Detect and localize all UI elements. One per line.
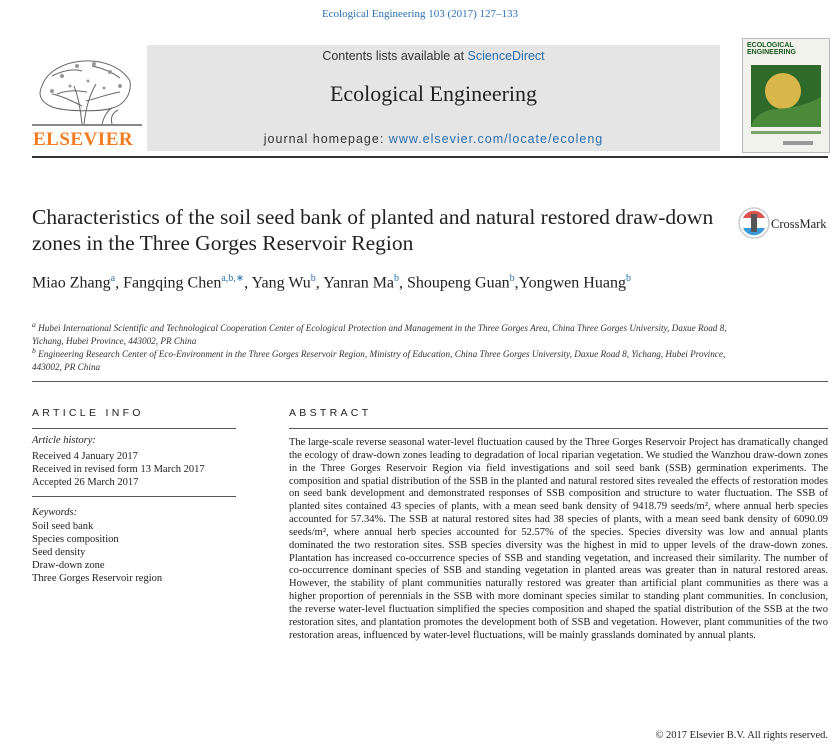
contents-prefix: Contents lists available at — [322, 49, 468, 63]
keyword-item: Soil seed bank — [32, 521, 94, 532]
history-revised: Received in revised form 13 March 2017 — [32, 464, 205, 475]
section-divider — [32, 381, 828, 382]
crossmark-icon — [738, 206, 770, 240]
crossmark-label: CrossMark — [771, 217, 827, 231]
author-name[interactable]: Fangqing Chen — [123, 274, 222, 292]
sciencedirect-link[interactable]: ScienceDirect — [467, 49, 545, 63]
journal-reference[interactable]: Ecological Engineering 103 (2017) 127–133 — [321, 8, 519, 20]
author-affiliation-mark[interactable]: b — [394, 273, 400, 284]
contents-line — [147, 49, 720, 63]
author-affiliation-mark[interactable]: b — [625, 273, 631, 284]
keyword-item: Species composition — [32, 534, 119, 545]
author-separator: , — [514, 274, 519, 292]
cover-title: ECOLOGICAL ENGINEERING — [747, 42, 797, 56]
author-list — [32, 268, 792, 294]
affiliation-text: Hubei International Scientific and Technological Cooperation Center of Ecological Protection and Management in the Three Gorges Area, China Three Gorges University, Daxue Road 8, Yichang, Hubei Province, 443002, PR China — [32, 323, 727, 347]
crossmark-button[interactable] — [738, 206, 830, 244]
elsevier-wordmark: ELSEVIER — [33, 129, 134, 150]
author-name[interactable]: Yanran Ma — [323, 274, 395, 292]
journal-title: Ecological Engineering — [329, 81, 538, 106]
affiliation-text: Engineering Research Center of Eco-Environment in the Three Gorges Reservoir Region, Ministry of Education, China Three Gorges University, Daxue Road 8, Yichang, Hubei Province, 443002, PR China — [32, 349, 726, 373]
author-separator: , — [315, 274, 324, 292]
affiliation-mark: b — [32, 346, 36, 355]
author-name[interactable]: Yongwen Huang — [518, 274, 626, 292]
journal-banner — [147, 45, 720, 151]
homepage-link[interactable]: www.elsevier.com/locate/ecoleng — [388, 132, 604, 146]
author-affiliation-mark[interactable]: a,b,∗ — [221, 273, 245, 284]
author-separator: , — [399, 274, 408, 292]
author-affiliation-mark[interactable]: b — [509, 273, 515, 284]
author-separator: , — [115, 274, 124, 292]
info-divider — [32, 496, 236, 497]
author-separator: , — [244, 274, 252, 292]
journal-cover-thumbnail[interactable] — [742, 38, 830, 153]
history-received: Received 4 January 2017 — [32, 451, 138, 462]
header-divider — [32, 156, 828, 158]
affiliation-mark: a — [32, 320, 36, 329]
abstract-divider — [289, 428, 828, 429]
affiliation-b — [32, 344, 732, 374]
history-accepted: Accepted 26 March 2017 — [32, 477, 139, 488]
keyword-item: Draw-down zone — [32, 560, 105, 571]
author-name[interactable]: Shoupeng Guan — [407, 274, 510, 292]
cover-image-graphic — [743, 61, 829, 152]
author-affiliation-mark[interactable]: b — [310, 273, 316, 284]
author-affiliation-mark[interactable]: a — [110, 273, 116, 284]
author-name[interactable]: Yang Wu — [251, 274, 311, 292]
article-title: Characteristics of the soil seed bank of planted and natural restored draw-down zones in the Three Gorges Reservoir Region — [32, 205, 714, 255]
homepage-line — [147, 132, 720, 146]
abstract-heading: ABSTRACT — [289, 407, 372, 419]
article-info-heading: ARTICLE INFO — [32, 407, 144, 419]
keyword-item: Three Gorges Reservoir region — [32, 573, 163, 584]
keywords-label: Keywords: — [32, 507, 78, 518]
history-label: Article history: — [32, 435, 96, 446]
author-name[interactable]: Miao Zhang — [32, 274, 111, 292]
copyright-notice: © 2017 Elsevier B.V. All rights reserved. — [655, 730, 828, 741]
homepage-prefix: journal homepage: — [263, 132, 389, 146]
info-divider — [32, 428, 236, 429]
keyword-item: Seed density — [32, 547, 86, 558]
abstract-text: The large-scale reverse seasonal water-level fluctuation caused by the Three Gorges Reservoir Project has dramatically changed the ecology of draw-down zones leading to degradation of local riparian vegetation. We studied the Wanzhou draw-down zones in the Three Gorges Reservoir Region via field investigations and soil seed bank (SSB) germination experiments. The composition and spatial distribution of the SSB in the planted and natural restored sites revealed the effects of restoration modes on seed bank development and demonstrated responses of SSB composition and structure to water fluctuation. The SSB of planted sites contained 43 species of plants, with a mean seed bank density of 9418.79 seeds/m², where annual herb species accounted for 57.34%. The SSB at natural restored sites had 38 species of plants, with a mean seed bank density of 6090.09 seeds/m², where annual herb species accounted for 52.57% of the species. Species diversity was low and annual plants dominated the two restoration sites. SSB species diversity was the highest in mid to upper levels of the draw-down zones. Plantation has increased co-occurrence species of SSB and standing vegetation, and increased their similarity. The number of co-occurrence dominant species of SSB and standing vegetation in planted areas was greater than in natural restored areas. However, the stability of plant communities naturally restored was greater than artificial plant communities as there was a higher proportion of perennials in the SSB with more dominant species similar to standing plant communities. In conclusion, the reverse water-level fluctuation simplified the species composition and shaped the spatial distribution of the SSB at the two restoration sites, and plantation promotes the development both of SSB and vegetation. However, plant communities of the two restoration areas, influenced by water-level fluctuations, will be mainly grasslands dominated by annual plants. — [289, 437, 828, 641]
